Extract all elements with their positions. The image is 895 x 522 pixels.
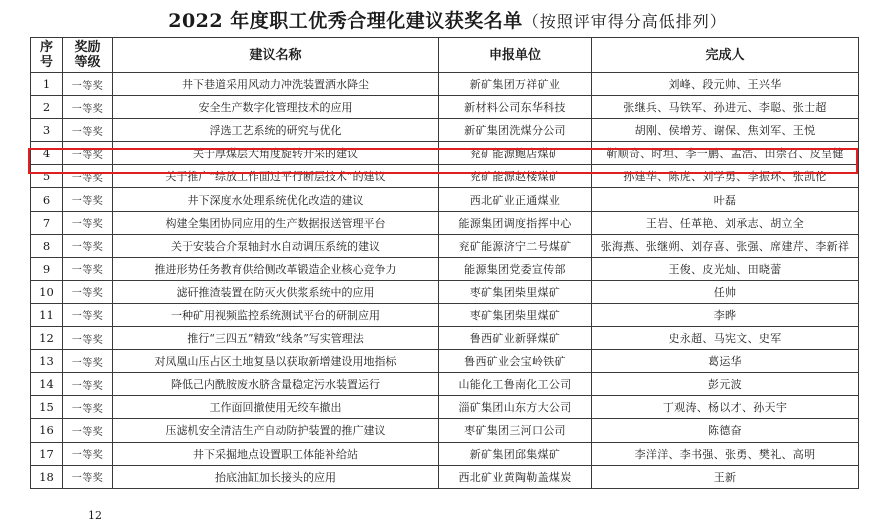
cell-unit: 能源集团党委宣传部 bbox=[439, 257, 592, 280]
cell-award: 一等奖 bbox=[63, 442, 113, 465]
cell-people: 孙建华、陈虎、刘学勇、李振环、张凯伦 bbox=[592, 165, 859, 188]
cell-award: 一等奖 bbox=[63, 419, 113, 442]
cell-people: 彭元波 bbox=[592, 373, 859, 396]
cell-no: 16 bbox=[31, 419, 63, 442]
title-main: 2022 年度职工优秀合理化建议获奖名单 bbox=[168, 10, 523, 32]
cell-name: 井下深度水处理系统优化改造的建议 bbox=[113, 188, 439, 211]
cell-name: 滤矸推渣装置在防灭火供浆系统中的应用 bbox=[113, 280, 439, 303]
table-row bbox=[31, 73, 859, 96]
cell-no: 18 bbox=[31, 465, 63, 488]
cell-name: 一种矿用视频监控系统测试平台的研制应用 bbox=[113, 303, 439, 326]
cell-no: 9 bbox=[31, 257, 63, 280]
cell-no: 10 bbox=[31, 280, 63, 303]
cell-award: 一等奖 bbox=[63, 280, 113, 303]
cell-people: 刘峰、段元帅、王兴华 bbox=[592, 73, 859, 96]
cell-no: 6 bbox=[31, 188, 63, 211]
table-row bbox=[31, 327, 859, 350]
cell-no: 17 bbox=[31, 442, 63, 465]
cell-name: 抬底油缸加长接头的应用 bbox=[113, 465, 439, 488]
cell-no: 5 bbox=[31, 165, 63, 188]
cell-name: 推进形势任务教育供给侧改革锻造企业核心竞争力 bbox=[113, 257, 439, 280]
table-row bbox=[31, 442, 859, 465]
table-row bbox=[31, 280, 859, 303]
cell-people: 李晔 bbox=[592, 303, 859, 326]
cell-award: 一等奖 bbox=[63, 73, 113, 96]
cell-award: 一等奖 bbox=[63, 142, 113, 165]
cell-people: 陈德奋 bbox=[592, 419, 859, 442]
cell-unit: 兖矿能源鲍店煤矿 bbox=[439, 142, 592, 165]
cell-name: 构建全集团协同应用的生产数据报送管理平台 bbox=[113, 211, 439, 234]
cell-no: 11 bbox=[31, 303, 63, 326]
cell-name: 井下采掘地点设置职工体能补给站 bbox=[113, 442, 439, 465]
cell-award: 一等奖 bbox=[63, 257, 113, 280]
table-header-row bbox=[31, 38, 859, 73]
cell-name: 安全生产数字化管理技术的应用 bbox=[113, 96, 439, 119]
cell-no: 4 bbox=[31, 142, 63, 165]
cell-no: 2 bbox=[31, 96, 63, 119]
cell-unit: 能源集团调度指挥中心 bbox=[439, 211, 592, 234]
cell-no: 14 bbox=[31, 373, 63, 396]
cell-people: 王岩、任革艳、刘承志、胡立全 bbox=[592, 211, 859, 234]
table-body bbox=[31, 73, 859, 489]
cell-people: 叶磊 bbox=[592, 188, 859, 211]
cell-people: 任帅 bbox=[592, 280, 859, 303]
cell-award: 一等奖 bbox=[63, 373, 113, 396]
cell-unit: 西北矿业黄陶勒盖煤炭 bbox=[439, 465, 592, 488]
cell-people: 史永超、马宪文、史军 bbox=[592, 327, 859, 350]
cell-name: 工作面回撤使用无绞车撤出 bbox=[113, 396, 439, 419]
cell-people: 王新 bbox=[592, 465, 859, 488]
header-people: 完成人 bbox=[592, 38, 859, 73]
cell-no: 8 bbox=[31, 234, 63, 257]
table-row bbox=[31, 96, 859, 119]
cell-award: 一等奖 bbox=[63, 327, 113, 350]
cell-no: 13 bbox=[31, 350, 63, 373]
cell-unit: 新矿集团洗煤分公司 bbox=[439, 119, 592, 142]
cell-unit: 山能化工鲁南化工公司 bbox=[439, 373, 592, 396]
table-row bbox=[31, 419, 859, 442]
cell-award: 一等奖 bbox=[63, 188, 113, 211]
table-row bbox=[31, 188, 859, 211]
cell-unit: 兖矿能源济宁二号煤矿 bbox=[439, 234, 592, 257]
cell-unit: 新矿集团邱集煤矿 bbox=[439, 442, 592, 465]
table-row bbox=[31, 350, 859, 373]
table-row bbox=[31, 211, 859, 234]
cell-award: 一等奖 bbox=[63, 350, 113, 373]
cell-award: 一等奖 bbox=[63, 119, 113, 142]
cell-unit: 新材料公司东华科技 bbox=[439, 96, 592, 119]
cell-people: 张继兵、马铁军、孙进元、李聪、张士超 bbox=[592, 96, 859, 119]
cell-award: 一等奖 bbox=[63, 211, 113, 234]
cell-name: 推行“三四五”精致“线条”写实管理法 bbox=[113, 327, 439, 350]
award-table bbox=[30, 37, 859, 489]
cell-name: 关于厚煤层大角度旋转开采的建议 bbox=[113, 142, 439, 165]
cell-no: 15 bbox=[31, 396, 63, 419]
cell-no: 3 bbox=[31, 119, 63, 142]
cell-people: 胡刚、侯增芳、谢保、焦刘军、王悦 bbox=[592, 119, 859, 142]
cell-name: 压滤机安全清洁生产自动防护装置的推广建议 bbox=[113, 419, 439, 442]
table-row bbox=[31, 396, 859, 419]
header-name: 建议名称 bbox=[113, 38, 439, 73]
cell-name: 对凤凰山压占区土地复垦以获取新增建设用地指标 bbox=[113, 350, 439, 373]
cell-people: 李洋洋、李书强、张勇、樊礼、高明 bbox=[592, 442, 859, 465]
cell-name: 降低己内酰胺废水脐含量稳定污水装置运行 bbox=[113, 373, 439, 396]
cell-name: 关于安装合介泵轴封水自动调压系统的建议 bbox=[113, 234, 439, 257]
cell-unit: 新矿集团万祥矿业 bbox=[439, 73, 592, 96]
cell-award: 一等奖 bbox=[63, 96, 113, 119]
cell-people: 丁观涛、杨以才、孙天宇 bbox=[592, 396, 859, 419]
cell-no: 12 bbox=[31, 327, 63, 350]
cell-award: 一等奖 bbox=[63, 396, 113, 419]
cell-name: 井下巷道采用风动力冲洗装置洒水降尘 bbox=[113, 73, 439, 96]
header-award: 奖励 等级 bbox=[63, 38, 113, 73]
cell-award: 一等奖 bbox=[63, 303, 113, 326]
table-row bbox=[31, 257, 859, 280]
table-row bbox=[31, 142, 859, 165]
table-row bbox=[31, 303, 859, 326]
cell-people: 葛运华 bbox=[592, 350, 859, 373]
cell-no: 7 bbox=[31, 211, 63, 234]
cell-award: 一等奖 bbox=[63, 165, 113, 188]
cell-name: 关于推广“综放工作面过平行断层技术”的建议 bbox=[113, 165, 439, 188]
cell-people: 张海燕、张继朔、刘存喜、张强、席建芹、李新祥 bbox=[592, 234, 859, 257]
cell-unit: 枣矿集团柴里煤矿 bbox=[439, 303, 592, 326]
cell-unit: 枣矿集团三河口公司 bbox=[439, 419, 592, 442]
header-no: 序 号 bbox=[31, 38, 63, 73]
cell-award: 一等奖 bbox=[63, 234, 113, 257]
cell-unit: 淄矿集团山东方大公司 bbox=[439, 396, 592, 419]
page-number: 12 bbox=[88, 509, 102, 522]
cell-unit: 兖矿能源赵楼煤矿 bbox=[439, 165, 592, 188]
table-row bbox=[31, 465, 859, 488]
page-title bbox=[0, 6, 895, 33]
cell-people: 靳顺奇、时坦、李一鹏、孟浩、田崇召、皮呈健 bbox=[592, 142, 859, 165]
table-row bbox=[31, 373, 859, 396]
table-row bbox=[31, 119, 859, 142]
cell-name: 浮选工艺系统的研究与优化 bbox=[113, 119, 439, 142]
cell-unit: 西北矿业正通煤业 bbox=[439, 188, 592, 211]
cell-unit: 鲁西矿业会宝岭铁矿 bbox=[439, 350, 592, 373]
table-row bbox=[31, 165, 859, 188]
table-row bbox=[31, 234, 859, 257]
title-subtitle: （按照评审得分高低排列） bbox=[522, 12, 727, 31]
cell-award: 一等奖 bbox=[63, 465, 113, 488]
cell-no: 1 bbox=[31, 73, 63, 96]
cell-unit: 鲁西矿业新驿煤矿 bbox=[439, 327, 592, 350]
cell-unit: 枣矿集团柴里煤矿 bbox=[439, 280, 592, 303]
header-unit: 申报单位 bbox=[439, 38, 592, 73]
cell-people: 王俊、皮光灿、田晓蕾 bbox=[592, 257, 859, 280]
